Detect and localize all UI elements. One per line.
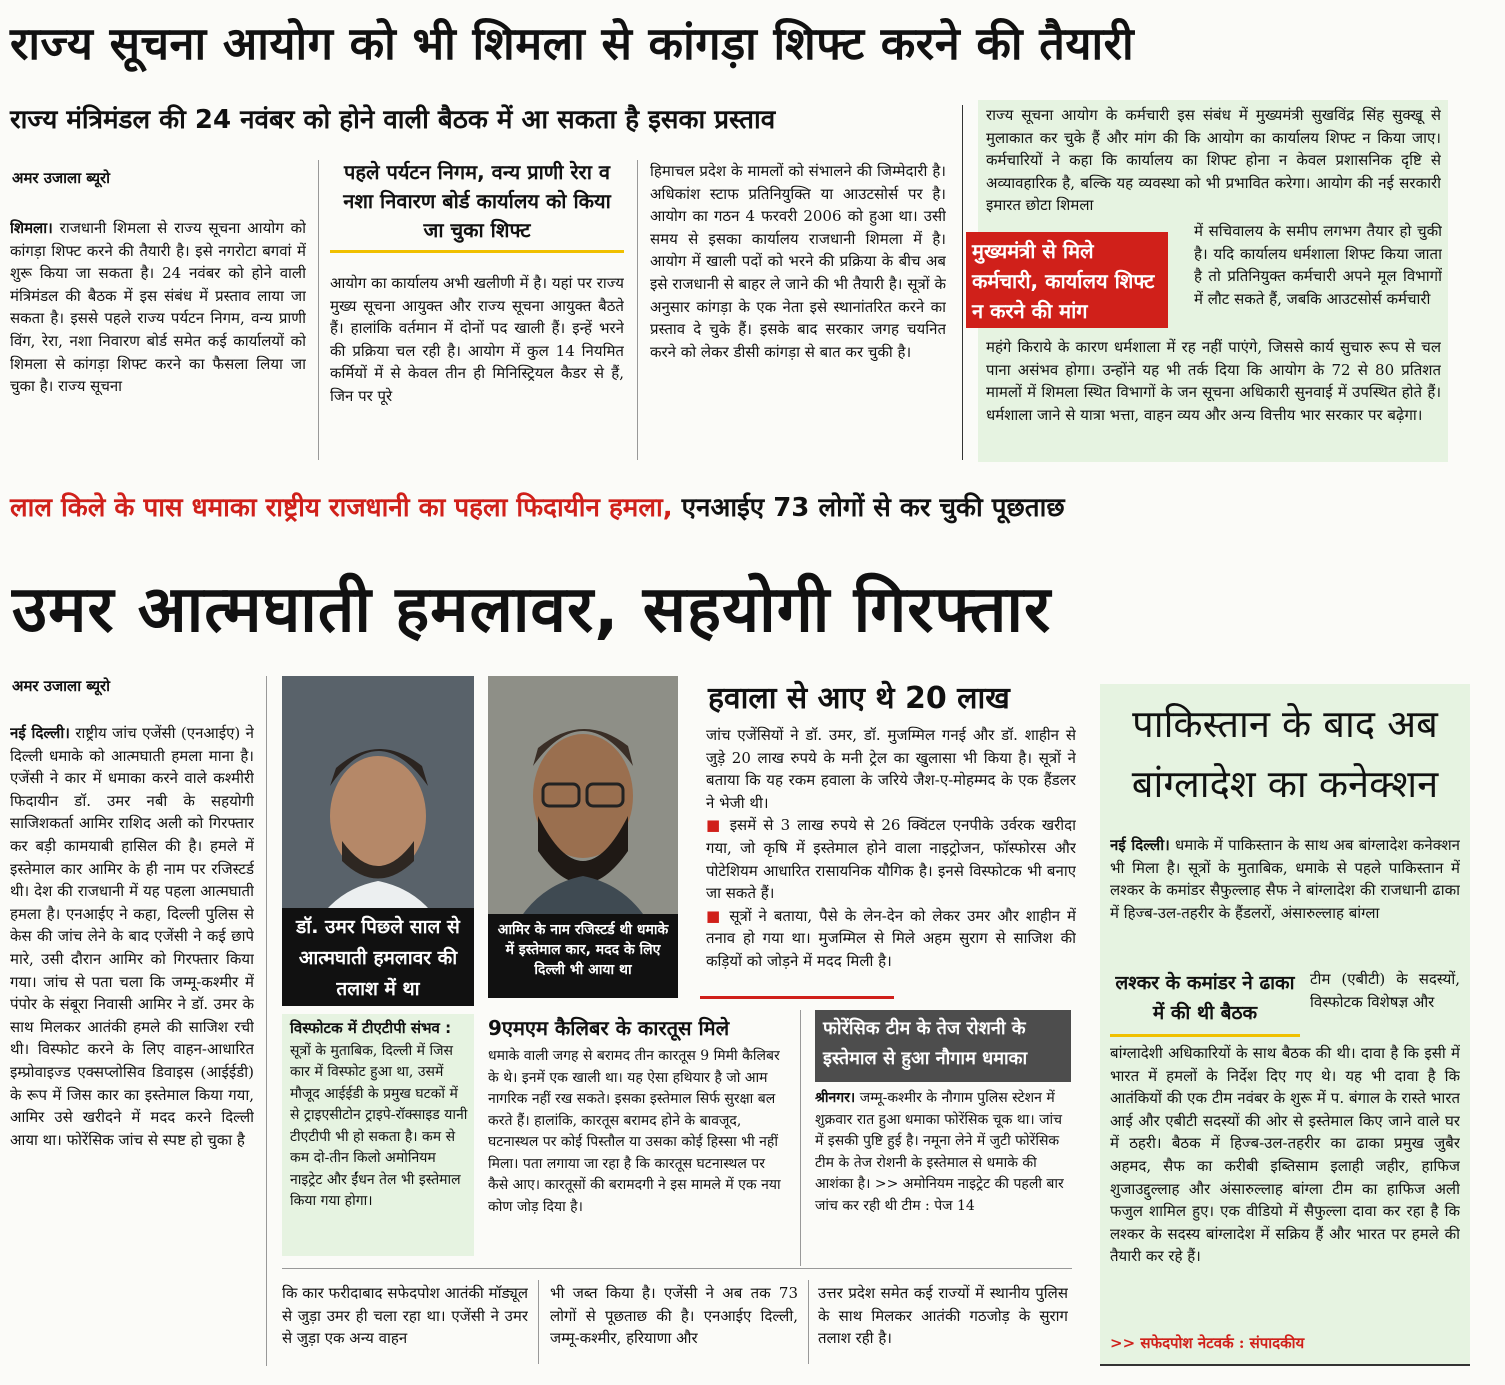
- story3-dateline: नई दिल्ली।: [1110, 836, 1170, 854]
- story2-kicker-red: लाल किले के पास धमाका राष्ट्रीय राजधानी का पहला फिदायीन हमला,: [10, 493, 673, 523]
- story3-footer: [1110, 1332, 1460, 1355]
- sidebar-highlight-text: मुख्यमंत्री से मिले कर्मचारी, कार्यालय शिफ्ट न करने की मांग: [972, 239, 1155, 323]
- box-nowgam: [815, 1010, 1071, 1082]
- story1-col1: [10, 217, 306, 459]
- story1-col2: आयोग का कार्यालय अभी खलीणी में है। यहां पर राज्य मुख्य सूचना आयुक्त और राज्य सूचना आयुक्त बैठते हैं। हालांकि वर्तमान में दोनों पद खाली हैं। इन्हें भरने की प्रक्रिया चल रही है। आयोग में कुल 14 नियमित कर्मियों में से केवल तीन ही मिनिस्ट्रियल कैडर से हैं, जिन पर पूरे: [330, 274, 624, 405]
- pullquote-text: पहले पर्यटन निगम, वन्य प्राणी रेरा व नशा निवारण बोर्ड कार्यालय को किया जा चुका शिफ्ट: [343, 160, 611, 242]
- box-nowgam-text: जम्मू-कश्मीर के नौगाम पुलिस स्टेशन में शुक्रवार रात हुआ धमाका फोरेंसिक चूक था। जांच में इसकी पुष्टि हुई है। नमूना लेने में जुटी फोरेंसिक टीम के तेज रोशनी के इस्तेमाल से धमाके की आशंका है। >> अमोनियम नाइट्रेट की पहली बार जांच कर रही थी टीम : पेज 14: [815, 1090, 1064, 1214]
- box-cartridge-text: धमाके वाली जगह से बरामद तीन कारतूस 9 मिमी कैलिबर के थे। इनमें एक खाली था। यह ऐसा हथियार है जो आम नागरिक नहीं रख सकते। इसका इस्तेमाल सिर्फ सुरक्षा बल करते हैं। हालांकि, कारतूस बरामद होने के बावजूद, घटनास्थल पर कोई पिस्तौल या उसका कोई हिस्सा भी नहीं मिला। पता लगाया जा रहा है कि कारतूस घटनास्थल पर कैसे आए। कारतूसों की बरामदगी ने इस मामले में एक नया कोण जोड़ दिया है।: [488, 1048, 781, 1215]
- story3-text-top: [1110, 834, 1460, 954]
- story2-bottom-col3: उत्तर प्रदेश समेत कई राज्यों में स्थानीय पुलिस के साथ मिलकर आतंकी गठजोड़ के सुराग तलाश रही है।: [818, 1284, 1068, 1348]
- sidebar-right-text: में सचिवालय के समीप लगभग तैयार हो चुकी है। यदि कार्यालय धर्मशाला शिफ्ट किया जाता है तो प्रतिनियुक्त कर्मचारी अपने मूल विभागों में लौट सकते हैं, जबकि आउटसोर्स कर्मचारी: [1194, 222, 1442, 308]
- story2-kicker-black: एनआईए 73 लोगों से कर चुकी पूछताछ: [681, 493, 1065, 523]
- story3-footer-text: >> सफेदपोश नेटवर्क : संपादकीय: [1110, 1334, 1305, 1352]
- hawala-body: [706, 724, 1076, 994]
- box-nowgam-body: [815, 1088, 1071, 1260]
- box-nowgam-dateline: श्रीनगर।: [815, 1090, 856, 1106]
- hawala-text: जांच एजेंसियों ने डॉ. उमर, डॉ. मुजम्मिल गनई और डॉ. शाहीन से जुड़े 20 लाख रुपये के मनी ट्रेल का खुलासा भी किया है। सूत्रों ने बताया कि यह रकम हवाला के जरिये जैश-ए-मोहम्मद के एक हैंडलर ने भेजी थी।: [706, 726, 1076, 812]
- story3-text-top-body: धमाके में पाकिस्तान के साथ अब बांग्लादेश कनेक्शन भी मिला है। सूत्रों के मुताबिक, धमाके से पहले पाकिस्तान में लश्कर के कमांडर सैफुल्लाह सैफ ने बांग्लादेश की राजधानी ढाका में हिज्ब-उल-तहरीर के हैंडलरों, अंसारुल्लाह बांग्ला: [1110, 836, 1460, 922]
- hawala-title: हवाला से आए थे 20 लाख: [708, 681, 1010, 716]
- box-tatp-body: [282, 1014, 474, 1254]
- box-cartridge-title: 9एमएम कैलिबर के कारतूस मिले: [488, 1016, 730, 1040]
- story2-bottom-divider-1: [538, 1280, 539, 1364]
- bullet-square-icon: ■: [706, 906, 723, 925]
- story1-dateline: शिमला।: [10, 219, 53, 237]
- sidebar-bottom-text: महंगे किराये के कारण धर्मशाला में रह नहीं पाएंगे, जिससे कार्य सुचारु रूप से चल पाना असंभव होगा। उन्होंने यह भी तर्क दिया कि आयोग के 72 से 80 प्रतिशत मामलों में शिमला स्थित विभागों के जन सूचना अधिकारी सुनवाई में उपस्थित होते हैं। धर्मशाला जाने से यात्रा भत्ता, वाहन व्यय और अन्य वित्तीय भार सरकार पर बढ़ेगा।: [986, 338, 1441, 424]
- story3-text-bottom: बांग्लादेशी अधिकारियों के साथ बैठक की थी। दावा है कि इसी में भारत में हमलों के निर्देश दिए गए थे। यह भी दावा है कि आतंकियों की एक टीम नवंबर के शुरू में प. बंगाल के रास्ते भारत आई और एबीटी सदस्यों की ओर से इस्तेमाल किए जाने वाले घर में ठहरी। बैठक में हिज्ब-उल-तहरीर का ढाका प्रमुख जुबैर अहमद, सैफ का करीबी इब्तिसाम इलाही जहीर, हाफिज शुजाउद्दुल्लाह और अंसारुल्लाह बांग्ला टीम का हाफिज अली फजुल शामिल हुए। एक वीडियो में सैफुल्ला दावा कर रहा है कि लश्कर के सदस्य बांग्लादेश में सक्रिय हैं और भारत पर हमले की तैयारी कर रहे हैं।: [1110, 1044, 1460, 1266]
- photo-aamir: [488, 676, 678, 998]
- box-nowgam-title: फोरेंसिक टीम के तेज रोशनी के इस्तेमाल से हुआ नौगाम धमाका: [823, 1018, 1028, 1069]
- story1-byline: अमर उजाला ब्यूरो: [12, 169, 111, 187]
- photo-aamir-caption: आमिर के नाम रजिस्टर्ड थी धमाके में इस्तेमाल कार, मदद के लिए दिल्ली भी आया था: [488, 914, 678, 998]
- photo-umar: [282, 676, 474, 1006]
- box-tatp: [282, 1014, 474, 1256]
- story1-subhead: राज्य मंत्रिमंडल की 24 नवंबर को होने वाली बैठक में आ सकता है इसका प्रस्ताव: [10, 105, 776, 135]
- story1-col-divider: [318, 160, 319, 460]
- story3-inset: लश्कर के कमांडर ने ढाका में की थी बैठक: [1110, 968, 1300, 1037]
- story2-box-divider: [800, 1010, 801, 1266]
- box-tatp-title: विस्फोटक में टीएटीपी संभव :: [290, 1019, 452, 1037]
- photo-umar-caption: डॉ. उमर पिछले साल से आत्मघाती हमलावर की तलाश में था: [282, 908, 474, 1006]
- hawala-bullet-2: [706, 905, 1076, 973]
- story2-headline: उमर आत्मघाती हमलावर, सहयोगी गिरफ्तार: [12, 573, 1052, 647]
- story2-bottom-col1: कि कार फरीदाबाद सफेदपोश आतंकी मॉड्यूल से जुड़ा उमर ही चला रहा था। एजेंसी ने उमर से जुड़ा एक अन्य वाहन: [282, 1284, 528, 1348]
- sidebar-top-text: राज्य सूचना आयोग के कर्मचारी इस संबंध में मुख्यमंत्री सुखविंद्र सिंह सुक्खू से मुलाकात कर चुके हैं और मांग की कि आयोग का कार्यालय शिफ्ट न किया जाए। कर्मचारियों ने कहा कि कार्यालय का शिफ्ट होना न केवल प्रशासनिक दृष्टि से अव्यावहारिक है, बल्कि यह व्यवस्था को भी प्रभावित करेगा। आयोग की नई सरकारी इमारत छोटा शिमला: [986, 106, 1441, 215]
- story2-col1: [10, 722, 254, 1360]
- story3-headline: पाकिस्तान के बाद अब बांग्लादेश का कनेक्शन: [1131, 702, 1439, 806]
- story1-col1-text: राजधानी शिमला से राज्य सूचना आयोग को कांगड़ा शिफ्ट करने की तैयारी है। इसे नगरोटा बगवां में शुरू किया जा सकता है। 24 नवंबर को होने वाली मंत्रिमंडल की बैठक में इस संबंध में प्रस्ताव लाया जा सकता है। इससे पहले राज्य पर्यटन निगम, वन्य प्राणी विंग, रेरा, नशा निवारण बोर्ड समेत कई कार्यालयों को शिमला से कांगड़ा शिफ्ट करने का फैसला लिया जा चुका है। राज्य सूचना: [10, 219, 306, 396]
- bullet-square-icon: ■: [706, 816, 723, 835]
- story1-sidebar: [972, 100, 1448, 462]
- hawala-bullet-1: [706, 814, 1076, 904]
- story1-pullquote: [330, 158, 624, 253]
- story2-col1-text: राष्ट्रीय जांच एजेंसी (एनआईए) ने दिल्ली धमाके को आत्मघाती हमला माना है। एजेंसी ने कार में धमाका करने वाले कश्मीरी फिदायीन डॉ. उमर नबी के सहयोगी साजिशकर्ता आमिर राशिद अली को गिरफ्तार कर बड़ी कामयाबी हासिल की है। हमले में इस्तेमाल कार आमिर के ही नाम पर रजिस्टर्ड थी। देश की राजधानी में यह पहला आत्मघाती हमला है। एनआईए ने कहा, दिल्ली पुलिस से केस की जांच लेने के बाद एजेंसी ने कई छापे मारे, उसी दौरान आमिर को गिरफ्तार किया गया। जांच से पता चला कि जम्मू-कश्मीर में पंपोर के संबूरा निवासी आमिर ने डॉ. उमर के साथ मिलकर आतंकी हमले की साजिश रची थी। विस्फोट करने के लिए वाहन-आधारित इम्प्रोवाइज्ड एक्सप्लोसिव डिवाइस (आईईडी) के रूप में जिस कार का इस्तेमाल किया गया, आमिर उसे खरीदने में मदद करने दिल्ली आया था। फोरेंसिक जांच से स्पष्ट हो चुका है: [10, 724, 254, 1149]
- box-tatp-text: सूत्रों के मुताबिक, दिल्ली में जिस कार में विस्फोट हुआ था, उसमें मौजूद आईईडी के प्रमुख घटकों में से ट्राइएसीटोन ट्राइपे-रॉक्साइड यानी टीएटीपी भी हो सकता है। कम से कम दो-तीन किलो अमोनियम नाइट्रेट और ईंधन तेल भी इस्तेमाल किया गया होगा।: [290, 1042, 468, 1209]
- story2-col-divider: [266, 676, 267, 1366]
- story1-col3: हिमाचल प्रदेश के मामलों को संभालने की जिम्मेदारी है। अधिकांश स्टाफ प्रतिनियुक्ति या आउटसोर्स पर है। आयोग का गठन 4 फरवरी 2006 को हुआ था। उसी समय से इसका कार्यालय राजधानी शिमला में है। आयोग में खाली पदों को भरने की प्रक्रिया के बीच अब इसे राजधानी से बाहर ले जाने की भी तैयारी है। सूत्रों के अनुसार कांगड़ा के एक नेता इसे स्थानांतरित करने का प्रस्ताव दे चुके हैं। इसके बाद सरकार जगह चयनित करने को लेकर डीसी कांगड़ा से बात कर चुकी है।: [650, 162, 946, 361]
- hawala-bullet-1-text: इसमें से 3 लाख रुपये से 26 क्विंटल एनपीके उर्वरक खरीदा गया, जो कृषि में इस्तेमाल होने वाला नाइट्रोजन, फॉस्फोरस और पोटेशियम आधारित रासायनिक यौगिक है। इनसे विस्फोटक भी बनाए जा सकते हैं।: [706, 816, 1076, 903]
- hawala-underline: [700, 996, 894, 999]
- story1-headline: राज्य सूचना आयोग को भी शिमला से कांगड़ा शिफ्ट करने की तैयारी: [10, 17, 1135, 70]
- story2-bottom-divider-2: [808, 1280, 809, 1364]
- hawala-bullet-2-text: सूत्रों ने बताया, पैसे के लेन-देन को लेकर उमर और शाहीन में तनाव हो गया था। मुजम्मिल से मिले अहम सुराग से साजिश की कड़ियों को जोड़ने में मदद मिली है।: [706, 906, 1076, 970]
- story1-sidebar-divider: [962, 105, 963, 460]
- story3-text-inset: टीम (एबीटी) के सदस्यों, विस्फोटक विशेषज्ञ और: [1310, 970, 1460, 1011]
- story1-col-divider-2: [637, 160, 638, 460]
- sidebar-highlight: [966, 232, 1168, 328]
- story3-box: [1100, 684, 1470, 1366]
- story2-bottom-col2: भी जब्त किया है। एजेंसी ने अब तक 73 लोगों से पूछताछ की है। एनआईए दिल्ली, जम्मू-कश्मीर, हरियाणा और: [550, 1284, 798, 1348]
- story2-bottom-rule: [282, 1268, 1072, 1269]
- story2-kicker: [10, 488, 1065, 528]
- story2-dateline: नई दिल्ली।: [10, 724, 70, 742]
- story2-byline: अमर उजाला ब्यूरो: [12, 677, 111, 695]
